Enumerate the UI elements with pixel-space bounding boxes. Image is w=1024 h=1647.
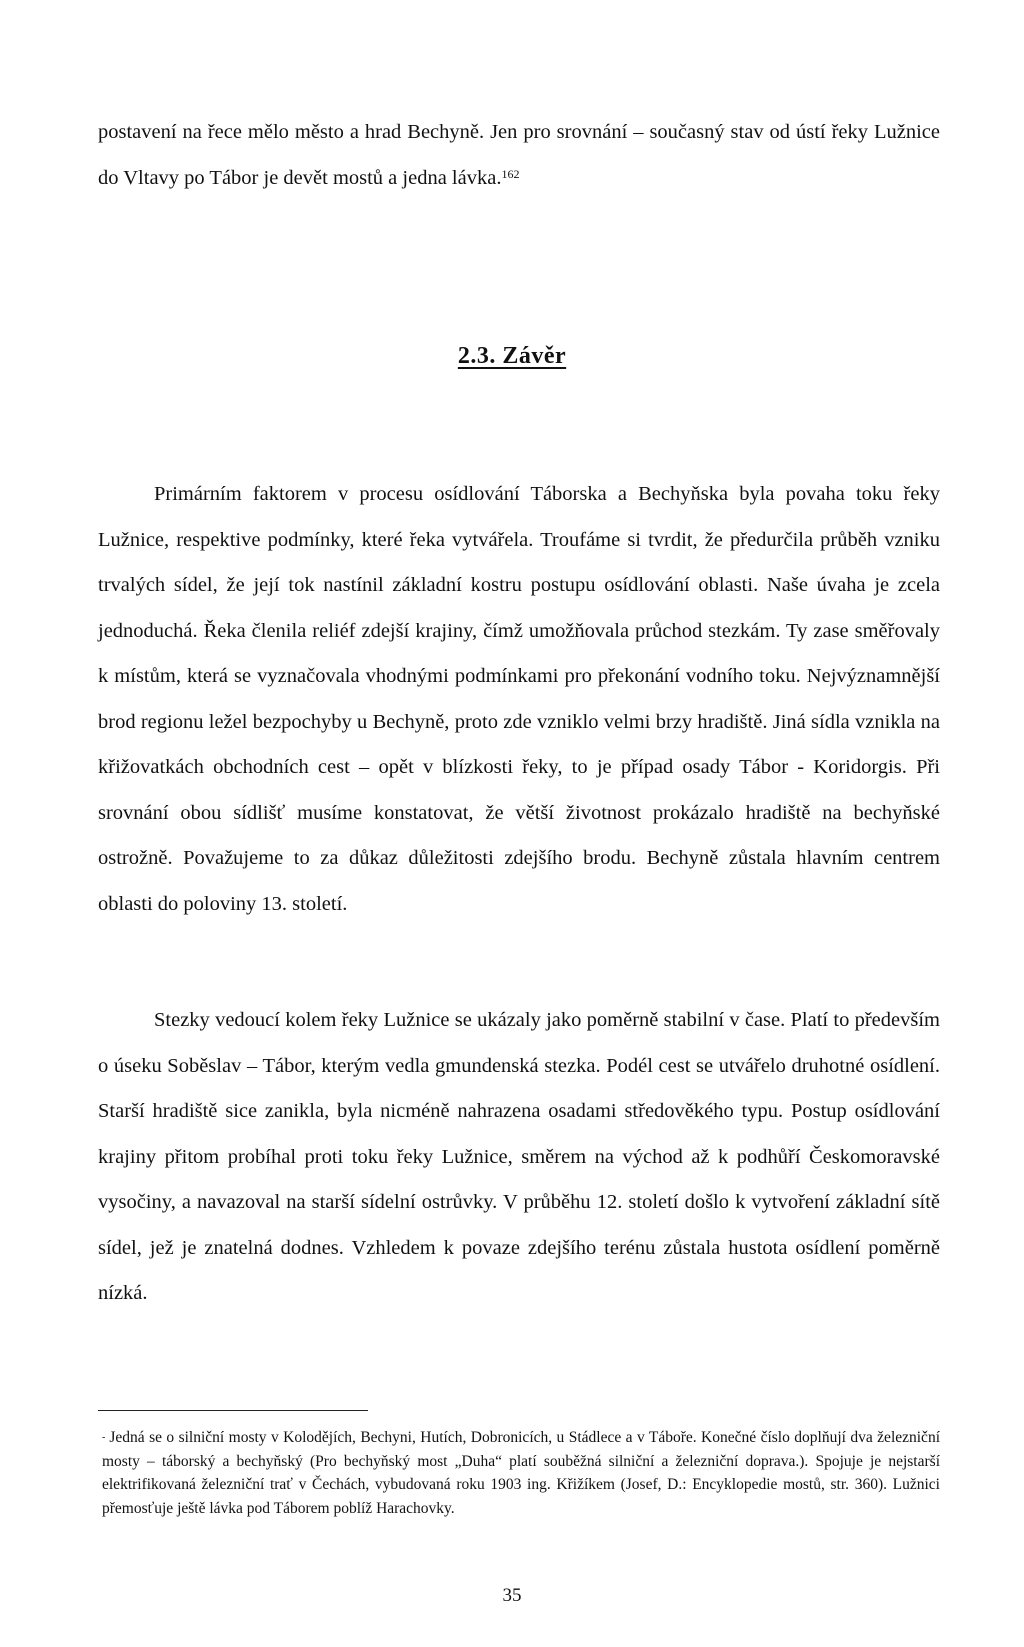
section-heading: 2.3. Závěr: [457, 343, 567, 369]
conclusion-paragraph-1: Primárním faktorem v procesu osídlování Táborska a Bechyňska byla povaha toku řeky Lužnice, respektive podmínky, které řeka vytvářela. Troufáme si tvrdit, že předurčila průběh vzniku trvalých sídel, že její tok nastínil základní kostru postupu osídlování oblasti. Naše úvaha je zcela jednoduchá. Řeka členila reliéf zdejší krajiny, čímž umožňovala průchod stezkám. Ty zase směřovaly k místům, která se vyznačovala vhodnými podmínkami pro překonání vodního toku. Nejvýznamnější brod regionu ležel bezpochyby u Bechyně, proto zde vzniklo velmi brzy hradiště. Jiná sídla vznikla na křižovatkách obchodních cest – opět v blízkosti řeky, to je případ osady Tábor - Koridorgis. Při srovnání obou sídlišť musíme konstatovat, že větší životnost prokázalo hradiště na bechyňské ostrožně. Považujeme to za důkaz důležitosti zdejšího brodu. Bechyně zůstala hlavním centrem oblasti do poloviny 13. století.: [98, 483, 940, 915]
footnote-reference[interactable]: 162: [501, 166, 520, 181]
conclusion-paragraph-2: Stezky vedoucí kolem řeky Lužnice se ukázaly jako poměrně stabilní v čase. Platí to především o úseku Soběslav – Tábor, kterým vedla gmundenská stezka. Podél cest se utvářelo druhotné osídlení. Starší hradiště sice zanikla, byla nicméně nahrazena osadami středověkého typu. Postup osídlování krajiny přitom probíhal proti toku řeky Lužnice, směrem na východ až k podhůří Českomoravské vysočiny, a navazoval na starší sídelní ostrůvky. V průběhu 12. století došlo k vytvoření základní sítě sídel, jež je znatelná dodnes. Vzhledem k povaze zdejšího terénu zůstala hustota osídlení poměrně nízká.: [98, 1009, 940, 1304]
footnote-mark: -: [102, 1432, 106, 1443]
footnote: [102, 1426, 940, 1520]
footnote-text: Jedná se o silniční mosty v Kolodějích, Bechyni, Hutích, Dobronicích, u Stádlece a v Táboře. Konečné číslo doplňují dva železniční mosty – táborský a bechyňský (Pro bechyňský most „Duha“ platí souběžná silniční a železniční doprava.). Spojuje je nejstarší elektrifikovaná železniční trať v Čechách, vybudovaná roku 1903 ing. Křižíkem (Josef, D.: Encyklopedie mostů, str. 360). Lužnici přemosťuje ještě lávka pod Táborem poblíž Harachovky.: [102, 1429, 940, 1517]
footnote-divider: [98, 1410, 368, 1411]
intro-text: postavení na řece mělo město a hrad Bechyně. Jen pro srovnání – současný stav od ústí řeky Lužnice do Vltavy po Tábor je devět mostů a jedna lávka.: [98, 121, 940, 189]
intro-paragraph: [98, 110, 940, 201]
page-number: 35: [502, 1585, 522, 1606]
